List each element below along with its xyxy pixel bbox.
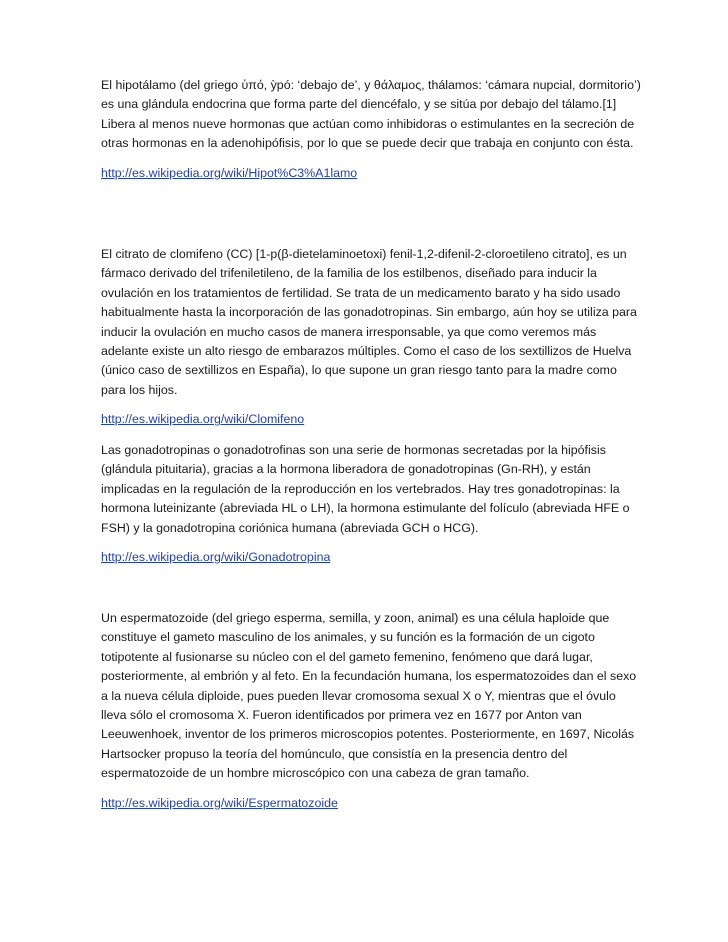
paragraph-hipotalamo: El hipotálamo (del griego ὑπό, ỳpó: ‘debajo de’, y θάλαμος, thálamos: ‘cámara nupcial, dormitorio’) es una glándula endocrina que forma parte del diencéfalo, y se sitúa por debajo del tálamo.[1] Libera al menos nueve hormonas que actúan como inhibidoras o estimulantes en la secreción de otras hormonas en la adenohipófisis, por lo que se puede decir que trabaja en conjunto con ésta. xyxy=(101,78,641,151)
link-gonadotropina[interactable]: http://es.wikipedia.org/wiki/Gonadotropina xyxy=(101,550,331,565)
section-espermatozoide xyxy=(101,609,641,813)
section-clomifeno xyxy=(101,245,641,430)
paragraph-clomifeno: El citrato de clomifeno (CC) [1-p(β-dietelaminoetoxi) fenil-1,2-difenil-2-cloroetileno citrato], es un fármaco derivado del trifeniletileno, de la familia de los estilbenos, diseñado para inducir la ovulación en los tratamientos de fertilidad. Se trata de un medicamento barato y ha sido usado habitualmente hasta la incorporación de las gonadotropinas. Sin embargo, aún hoy se utiliza para inducir la ovulación en mucho casos de manera irresponsable, ya que como veremos más adelante existe un alto riesgo de embarazos múltiples. Como el caso de los sextillizos de Huelva (único caso de sextillizos en España), lo que supone un gran riesgo tanto para la madre como para los hijos. xyxy=(101,247,637,397)
section-gonadotropina xyxy=(101,441,641,567)
paragraph-gonadotropina: Las gonadotropinas o gonadotrofinas son una serie de hormonas secretadas por la hipófisis (glándula pituitaria), gracias a la hormona liberadora de gonadotropinas (Gn-RH), y están implicadas en la regulación de la reproducción en los vertebrados. Hay tres gonadotropinas: la hormona luteinizante (abreviada HL o LH), la hormona estimulante del folículo (abreviada HFE o FSH) y la gonadotropina coriónica humana (abreviada GCH o HCG). xyxy=(101,443,630,535)
paragraph-espermatozoide: Un espermatozoide (del griego esperma, semilla, y zoon, animal) es una célula haploide que constituye el gameto masculino de los animales, y su función es la formación de un cigoto totipotente al fusionarse su núcleo con el del gameto femenino, fenómeno que dará lugar, posteriormente, al embrión y al feto. En la fecundación humana, los espermatozoides dan el sexo a la nueva célula diploide, pues pueden llevar cromosoma sexual X o Y, mientras que el óvulo lleva sólo el cromosoma X. Fueron identificados por primera vez en 1677 por Anton van Leeuwenhoek, inventor de los primeros microscopios potentes. Posteriormente, en 1697, Nicolás Hartsocker propuso la teoría del homúnculo, que consistía en la presencia dentro del espermatozoide de un hombre microscópico con una cabeza de gran tamaño. xyxy=(101,611,637,781)
link-espermatozoide[interactable]: http://es.wikipedia.org/wiki/Espermatozoide xyxy=(101,795,338,810)
section-hipotalamo xyxy=(101,76,641,183)
link-hipotalamo[interactable]: http://es.wikipedia.org/wiki/Hipot%C3%A1lamo xyxy=(101,165,358,180)
link-clomifeno[interactable]: http://es.wikipedia.org/wiki/Clomifeno xyxy=(101,412,305,427)
